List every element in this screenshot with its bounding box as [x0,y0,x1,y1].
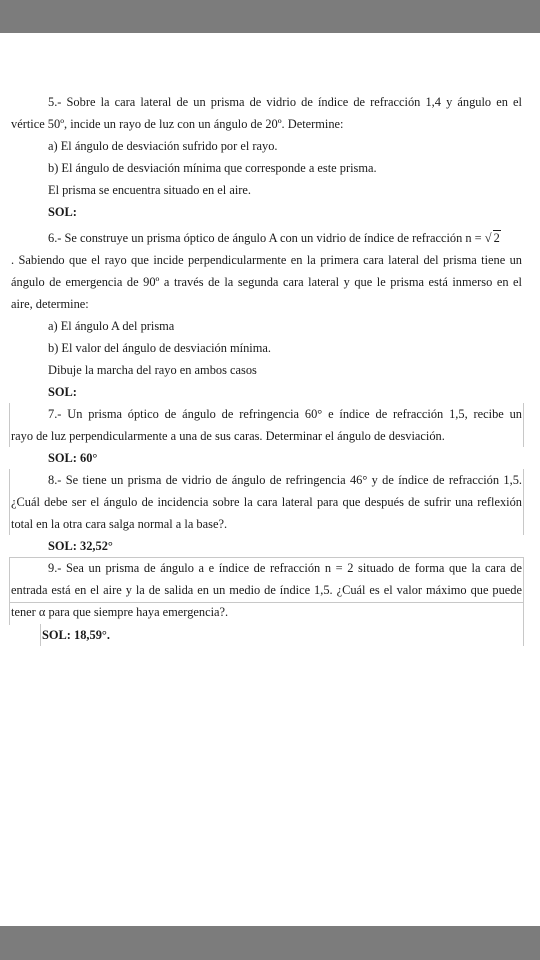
p7-line1: 7.- Un prisma óptico de ángulo de refringencia 60° e índice de refracción 1,5, recibe un [48,407,522,421]
p9-solution: SOL: 18,59°. [42,628,110,642]
p6-line2: . Sabiendo que el rayo que incide perpendicularmente en la primera cara lateral del prisma tiene un [11,253,522,267]
p6-note: Dibuje la marcha del rayo en ambos casos [48,363,257,377]
bottom-bar [0,926,540,960]
p6-line1-text: 6.- Se construye un prisma óptico de ángulo A con un vidrio de índice de refracción n = [48,231,482,245]
p9-line3: tener α para que siempre haya emergencia?. [11,605,229,619]
p7-line2: rayo de luz perpendicularmente a una de sus caras. Determinar el ángulo de desviación. [11,429,445,443]
p5-item-a: a) El ángulo de desviación sufrido por el rayo. [48,139,278,153]
p6-line1 [48,227,522,249]
p8-line1: 8.- Se tiene un prisma de vidrio de ángulo de refringencia 46° y de índice de refracción 1,5. [48,473,522,487]
p6-item-b: b) El valor del ángulo de desviación mínima. [48,341,271,355]
p9-line1: 9.- Sea un prisma de ángulo a e índice de refracción n = 2 situado de forma que la cara de [48,561,522,575]
p9-solution-frame [40,624,524,646]
sqrt-symbol: √ [484,231,492,245]
p9-line2: entrada está en el aire y la de salida en un medio de índice 1,5. ¿Cuál es el valor máximo que puede [11,583,522,597]
p7-solution: SOL: 60° [48,451,98,465]
p8-line2: ¿Cuál debe ser el ángulo de incidencia sobre la cara lateral para que después de sufrir una reflexión [11,495,522,509]
p6-solution: SOL: [48,385,77,399]
p5-line1: 5.- Sobre la cara lateral de un prisma de vidrio de índice de refracción 1,4 y ángulo en el [48,95,522,109]
p6-item-a: a) El ángulo A del prisma [48,319,175,333]
p5-note: El prisma se encuentra situado en el aire. [48,183,251,197]
p6-line4: aire, determine: [11,297,89,311]
p6-line3: ángulo de emergencia de 90º a través de la segunda cara lateral y que le prisma está inmerso en el [11,275,522,289]
sqrt-value: 2 [493,231,500,245]
p5-line2: vértice 50º, incide un rayo de luz con un ángulo de 20º. Determine: [11,117,344,131]
p5-item-b: b) El ángulo de desviación mínima que corresponde a este prisma. [48,161,377,175]
p5-solution: SOL: [48,205,77,219]
p8-line3: total en la otra cara salga normal a la base?. [11,517,228,531]
p8-solution: SOL: 32,52° [48,539,113,553]
